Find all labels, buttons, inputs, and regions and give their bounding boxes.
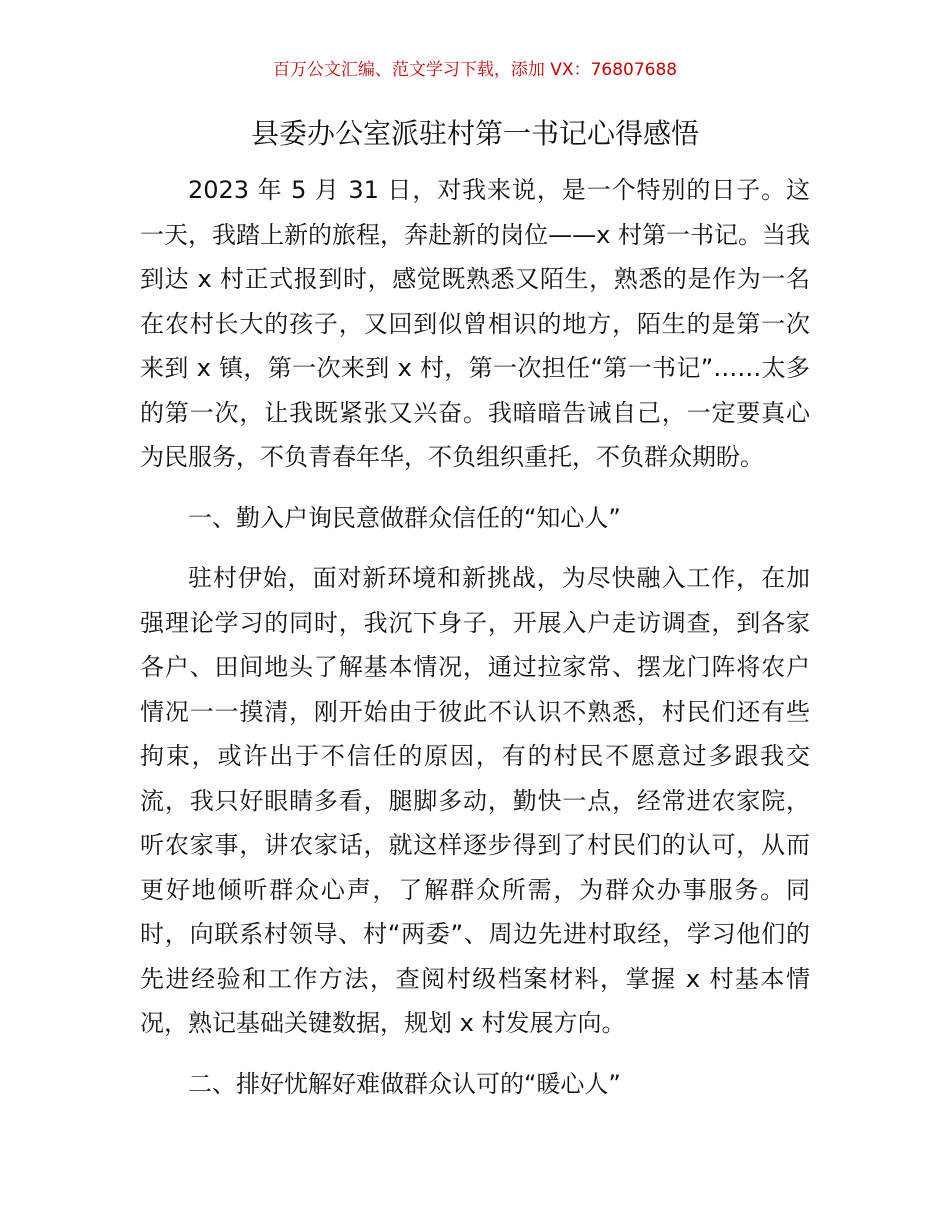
section-2-heading: 二、排好忧解好难做群众认可的“暖心人” [188, 1069, 621, 1098]
watermark-header: 百万公文汇编、范文学习下载，添加 VX：76807688 [272, 60, 678, 80]
intro-paragraph: 2023 年 5 月 31 日，对我来说，是一个特别的日子。这一天，我踏上新的旅程，奔赴新的岗位——x 村第一书记。当我到达 x 村正式报到时，感觉既熟悉又陌生，熟悉的是作为一名在农村长大的孩子，又回到似曾相识的地方，陌生的是第一次来到 x 镇，第一次来到 x 村，第一次担任“第一书记”……太多的第一次，让我既紧张又兴奋。我暗暗告诫自己，一定要真心为民服务，不负青春年华，不负组织重托，不负群众期盼。 [140, 176, 810, 471]
section-1-heading: 一、勤入户询民意做群众信任的“知心人” [188, 503, 621, 532]
document-title: 县委办公室派驻村第一书记心得感悟 [250, 117, 699, 150]
section-1-paragraph: 驻村伊始，面对新环境和新挑战，为尽快融入工作，在加强理论学习的同时，我沉下身子，开展入户走访调查，到各家各户、田间地头了解基本情况，通过拉家常、摆龙门阵将农户情况一一摸清，刚开始由于彼此不认识不熟悉，村民们还有些拘束，或许出于不信任的原因，有的村民不愿意过多跟我交流，我只好眼睛多看，腿脚多动，勤快一点，经常进农家院，听农家事，讲农家话，就这样逐步得到了村民们的认可，从而更好地倾听群众心声，了解群众所需，为群众办事服务。同时，向联系村领导、村“两委”、周边先进村取经，学习他们的先进经验和工作方法，查阅村级档案材料，掌握 x 村基本情况，熟记基础关键数据，规划 x 村发展方向。 [140, 564, 810, 1037]
document-body [140, 168, 810, 1106]
